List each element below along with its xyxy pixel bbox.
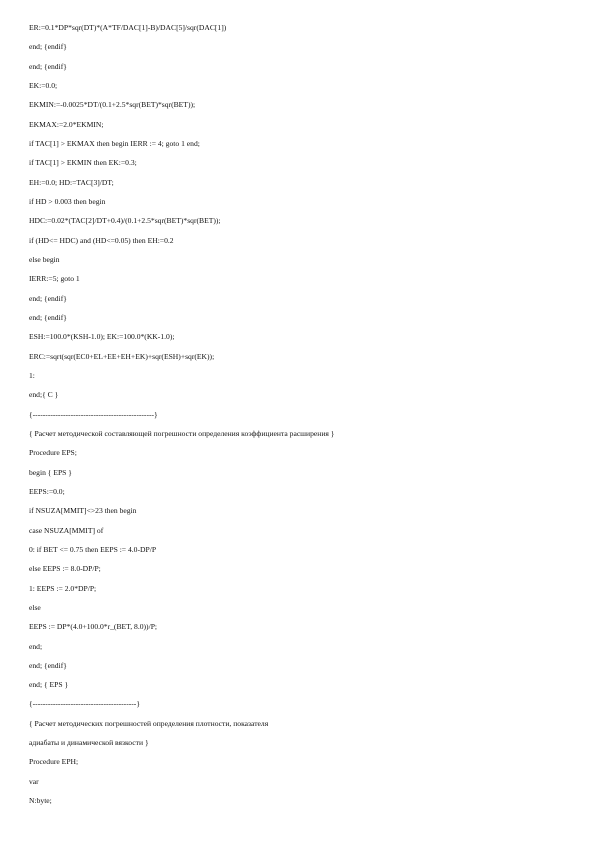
- code-line: begin { EPS }: [29, 467, 72, 477]
- code-line: end;: [29, 641, 43, 651]
- code-listing: [29, 18, 569, 810]
- code-line: 1:: [29, 370, 35, 380]
- code-line: if HD > 0.003 then begin: [29, 196, 106, 206]
- code-line: if TAC[1] > EKMAX then begin IERR := 4; goto 1 end;: [29, 138, 200, 148]
- code-line: ER:=0.1*DP*sqr(DT)*(A*TF/DAC[1]-B)/DAC[5]/sqr(DAC[1]): [29, 23, 227, 32]
- code-line: IERR:=5; goto 1: [29, 274, 80, 284]
- code-line: EK:=0.0;: [29, 80, 58, 90]
- code-line: ESH:=100.0*(KSH-1.0); EK:=100.0*(KK-1.0);: [29, 332, 175, 342]
- code-line: end; {endif}: [29, 42, 67, 52]
- code-line: EKMAX:=2.0*EKMIN;: [29, 119, 104, 129]
- code-line: 0: if BET <= 0.75 then EEPS := 4.0-DP/P: [29, 544, 157, 554]
- code-line: 1: EEPS := 2.0*DP/P;: [29, 583, 97, 593]
- code-line: if NSUZA[MMIT]<>23 then begin: [29, 506, 137, 516]
- code-line: else begin: [29, 254, 60, 264]
- code-line: end; { EPS }: [29, 680, 69, 690]
- code-line: { Расчет методических погрешностей определения плотности, показателя: [29, 718, 269, 728]
- code-line: Procedure EPH;: [29, 757, 79, 767]
- code-line: EEPS:=0.0;: [29, 486, 65, 496]
- code-line: end;{ C }: [29, 390, 59, 400]
- code-line: адиабаты и динамической вязкости }: [29, 738, 149, 748]
- code-line: else EEPS := 8.0-DP/P;: [29, 564, 101, 574]
- code-line: if TAC[1] > EKMIN then EK:=0.3;: [29, 158, 137, 168]
- code-line: EEPS := DP*(4.0+100.0*r_(BET, 8.0))/P;: [29, 622, 158, 632]
- code-line: case NSUZA[MMIT] of: [29, 525, 104, 535]
- code-line: N:byte;: [29, 796, 52, 806]
- code-line: EH:=0.0; HD:=TAC[3]/DT;: [29, 177, 114, 187]
- code-line: Procedure EPS;: [29, 448, 77, 458]
- code-line: ERC:=sqrt(sqr(EC0+EL+EE+EH+EK)+sqr(ESH)+sqr(EK));: [29, 351, 215, 361]
- code-line: end; {endif}: [29, 660, 67, 670]
- code-line: if (HD<= HDC) and (HD<=0.05) then EH:=0.2: [29, 235, 174, 245]
- code-line: EKMIN:=-0.0025*DT/(0.1+2.5*sqr(BET)*sqr(BET));: [29, 100, 196, 110]
- code-line: {-----------------------------------------}: [29, 699, 140, 709]
- code-line: HDC:=0.02*(TAC[2]/DT+0.4)/(0.1+2.5*sqr(BET)*sqr(BET));: [29, 216, 221, 226]
- code-line: else: [29, 602, 41, 612]
- code-line: { Расчет методической составляющей погрешности определения коэффициента расширения }: [29, 428, 335, 438]
- code-line: var: [29, 776, 39, 786]
- code-line: end; {endif}: [29, 61, 67, 71]
- code-line: end; {endif}: [29, 312, 67, 322]
- code-line: end; {endif}: [29, 293, 67, 303]
- code-line: {------------------------------------------------}: [29, 409, 158, 419]
